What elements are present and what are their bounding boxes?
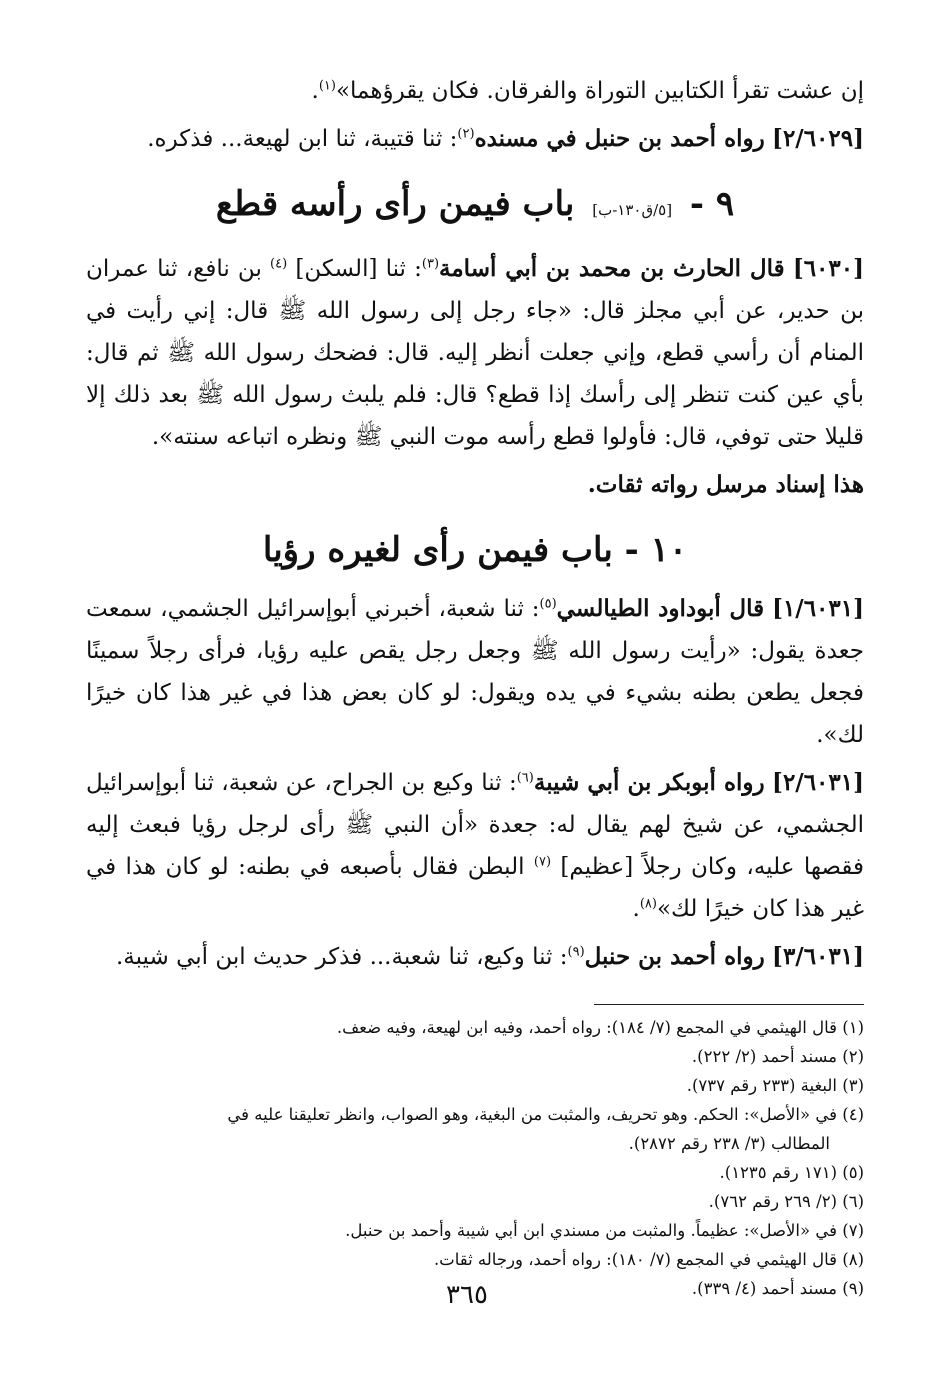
footnote-ref-1: (١) xyxy=(318,78,336,94)
page-number: ٣٦٥ xyxy=(446,1280,488,1310)
footnote-5: (٥) (١٧١ رقم ١٢٣٥). xyxy=(719,1163,864,1182)
hadith-text: : ثنا وكيع، ثنا شعبة... فذكر حديث ابن أبي شيبة. xyxy=(115,944,568,970)
hadith-lead: رواه أبوبكر بن أبي شيبة xyxy=(533,769,765,796)
footnote-ref-7: (٧) xyxy=(533,854,552,870)
footnote-ref-4: (٤) xyxy=(270,256,288,272)
hadith-lead: رواه أحمد بن حنبل xyxy=(584,943,765,970)
chapter-10-title: ١٠ - باب فيمن رأى لغيره رؤيا xyxy=(262,530,688,570)
footnote-ref-3: (٣) xyxy=(421,256,440,272)
continuation-end: . xyxy=(311,78,319,104)
hadith-text-part1: : ثنا وكيع بن الجراح، عن شعبة، ثنا أبوإسرائيل الجشمي، عن شيخ لهم يقال له: جعدة «أن النبي ﷺ رأى لرجل رؤيا فبعث إليه فقصها عليه، وكان رجلاً [عظيم] xyxy=(86,770,865,880)
paragraph-continuation xyxy=(86,70,864,112)
footnote-divider xyxy=(594,1004,864,1005)
hadith-lead: رواه أحمد بن حنبل في مسنده xyxy=(474,125,765,152)
hadith-text-part1: : ثنا [السكن] xyxy=(295,256,422,282)
footnote-ref-8: (٨) xyxy=(639,896,657,912)
hadith-lead: قال أبوداود الطيالسي xyxy=(556,595,765,622)
hadith-text-part3: . xyxy=(632,896,640,922)
hadith-text: : ثنا شعبة، أخبرني أبوإسرائيل الجشمي، سمعت جعدة يقول: «رأيت رسول الله ﷺ وجعل رجل يقص عليه رؤيا، فرأى رجلاً سمينًا فجعل يطعن بطنه بشيء في يده ويقول: لو كان بعض هذا في غير هذا كان خيرًا لك». xyxy=(86,596,864,748)
footnote-3: (٣) البغية (٢٣٣ رقم ٧٣٧). xyxy=(686,1076,864,1095)
footnote-6: (٦) (٢/ ٢٦٩ رقم ٧٦٢). xyxy=(708,1192,864,1211)
page-content xyxy=(86,70,864,1303)
hadith-number: [٢/٦٠٢٩] xyxy=(772,125,864,152)
footnote-ref-6: (٦) xyxy=(516,770,534,786)
hadith-text-part2: البطن فقال بأصبعه في بطنه: لو كان هذا في غير هذا كان خيرًا لك» xyxy=(86,854,864,922)
continuation-text: إن عشت تقرأ الكتابين التوراة والفرقان. فكان يقرؤهما» xyxy=(335,78,864,104)
footnote-8: (٨) قال الهيثمي في المجمع (٧/ ١٨٠): رواه أحمد، ورجاله ثقات. xyxy=(433,1250,864,1269)
footnote-1: (١) قال الهيثمي في المجمع (٧/ ١٨٤): رواه أحمد، وفيه ابن لهيعة، وفيه ضعف. xyxy=(336,1018,864,1037)
hadith-number: [٦٠٣٠] xyxy=(792,255,865,282)
hadith-6031-1 xyxy=(86,588,864,756)
hadith-6029-2 xyxy=(86,118,864,160)
footnote-ref-5: (٥) xyxy=(539,596,557,612)
footnote-4: (٤) في «الأصل»: الحكم. وهو تحريف، والمثبت من البغية، وهو الصواب، وانظر تعليقنا عليه في xyxy=(227,1105,864,1124)
footnote-9: (٩) مسند أحمد (٤/ ٣٣٩). xyxy=(691,1279,864,1298)
footnote-4-continued: المطالب (٣/ ٢٣٨ رقم ٢٨٧٢). xyxy=(628,1134,830,1153)
hadith-6030 xyxy=(86,248,864,458)
hadith-lead: قال الحارث بن محمد بن أبي أسامة xyxy=(439,255,785,282)
footnote-2: (٢) مسند أحمد (٢/ ٢٢٢). xyxy=(691,1047,864,1066)
manuscript-ref: [٥/ق١٣٠-ب] xyxy=(592,201,673,219)
hadith-text-part2: بن نافع، ثنا عمران بن حدير، عن أبي مجلز قال: «جاء رجل إلى رسول الله ﷺ قال: إني رأيت في المنام أن رأسي قطع، وإني جعلت أنظر إليه. قال: فضحك رسول الله ﷺ ثم قال: بأي عين كنت تنظر إلى رأسك إذا قطع؟ قال: فلم يلبث رسول الله ﷺ بعد ذلك إلا قليلا حتى توفي، قال: فأولوا قطع رأسه موت النبي ﷺ ونظره اتباعه سنته». xyxy=(86,256,864,450)
chapter-9-number: ٩ - xyxy=(689,184,735,224)
footnote-ref-9: (٩) xyxy=(567,944,585,960)
chapter-9-heading xyxy=(86,178,864,236)
hadith-6031-2 xyxy=(86,762,864,930)
footnote-7: (٧) في «الأصل»: عظيماً. والمثبت من مسندي ابن أبي شيبة وأحمد بن حنبل. xyxy=(345,1221,864,1240)
hadith-number: [٣/٦٠٣١] xyxy=(772,943,864,970)
footnote-ref-2: (٢) xyxy=(457,126,475,142)
chapter-9-title: باب فيمن رأى رأسه قطع xyxy=(215,184,575,224)
hadith-text: : ثنا قتيبة، ثنا ابن لهيعة... فذكره. xyxy=(147,126,458,152)
hadith-number: [٢/٦٠٣١] xyxy=(772,769,864,796)
hadith-6031-3 xyxy=(86,936,864,978)
hadith-number: [١/٦٠٣١] xyxy=(772,595,865,622)
chapter-10-heading xyxy=(86,524,864,576)
isnad-grading: هذا إسناد مرسل رواته ثقات. xyxy=(587,471,864,498)
footnotes xyxy=(86,1013,864,1303)
